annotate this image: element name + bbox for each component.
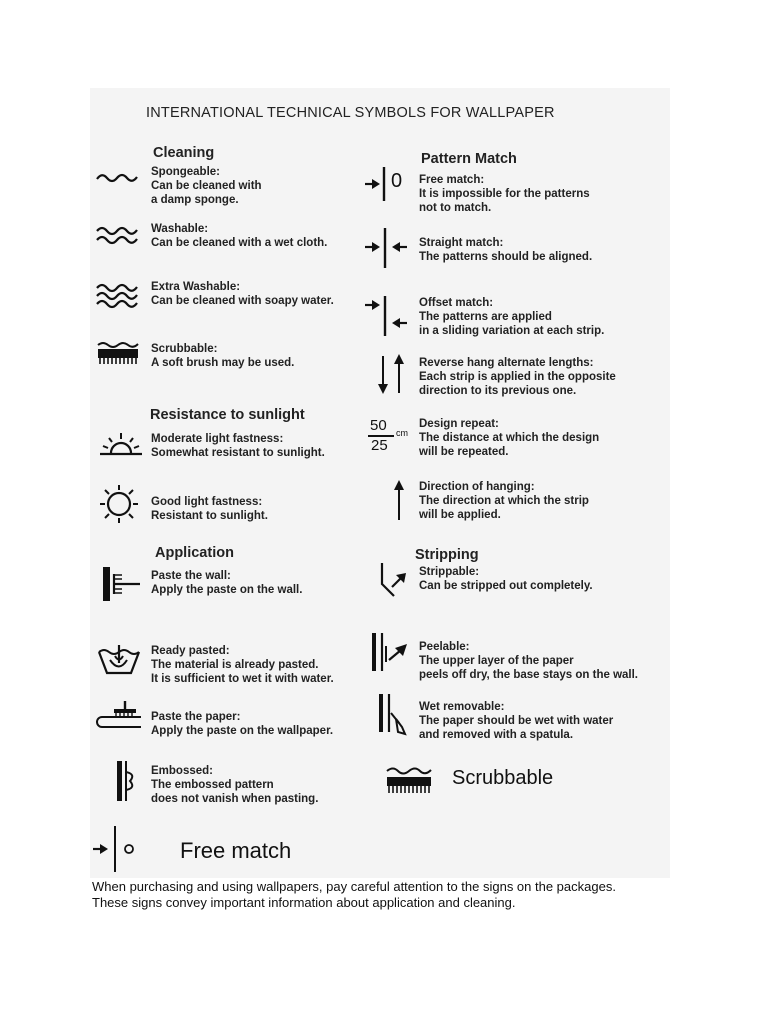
extra-washable-item — [151, 280, 334, 308]
direction-hanging-desc: The direction at which the strip will be applied. — [419, 495, 589, 521]
triple-wave-icon — [96, 283, 138, 309]
reverse-hang-icon — [376, 353, 406, 395]
good-light-item — [151, 495, 268, 523]
paste-paper-desc: Apply the paste on the wallpaper. — [151, 725, 334, 737]
half-sun-icon — [99, 431, 143, 457]
full-sun-icon — [99, 484, 139, 524]
moderate-light-desc: Somewhat resistant to sunlight. — [151, 447, 325, 459]
straight-match-icon — [364, 227, 408, 269]
wet-removable-desc: The paper should be wet with water and removed with a spatula. — [419, 715, 614, 741]
paste-paper-icon — [94, 700, 142, 730]
free-match-desc: It is impossible for the patterns not to match. — [419, 188, 590, 214]
design-repeat-desc: The distance at which the design will be repeated. — [419, 432, 600, 458]
design-repeat-bottom: 25 — [371, 437, 388, 454]
peelable-desc: The upper layer of the paper peels off dry, the base stays on the wall. — [419, 655, 638, 681]
free-match-icon — [364, 166, 386, 202]
design-repeat-top: 50 — [370, 417, 387, 434]
extra-washable-name: Extra Washable: — [151, 281, 241, 293]
stripping-heading: Stripping — [415, 547, 479, 563]
good-light-name: Good light fastness: — [151, 496, 263, 508]
direction-arrow-icon — [393, 479, 405, 521]
reverse-hang-item — [419, 356, 616, 398]
moderate-light-name: Moderate light fastness: — [151, 433, 284, 445]
free-match-example-label: Free match — [180, 838, 292, 863]
spongeable-desc: Can be cleaned with a damp sponge. — [151, 180, 262, 206]
washable-name: Washable: — [151, 223, 209, 235]
good-light-desc: Resistant to sunlight. — [151, 510, 268, 522]
paste-paper-name: Paste the paper: — [151, 711, 241, 723]
reverse-hang-desc: Each strip is applied in the opposite direction to its previous one. — [419, 371, 616, 397]
design-repeat-unit: cm — [396, 428, 408, 438]
straight-match-item — [419, 236, 592, 264]
direction-hanging-item — [419, 480, 589, 522]
paste-paper-item — [151, 710, 333, 738]
strippable-name: Strippable: — [419, 566, 480, 578]
free-match-example-icon — [92, 825, 138, 873]
embossed-icon — [116, 760, 138, 802]
washable-item — [151, 222, 327, 250]
peelable-icon — [371, 632, 411, 672]
scrubbable-desc: A soft brush may be used. — [151, 357, 295, 369]
spongeable-item — [151, 165, 262, 207]
design-repeat-icon — [366, 418, 416, 454]
scrubbable-example-icon — [386, 767, 432, 795]
wet-removable-name: Wet removable: — [419, 701, 505, 713]
moderate-light-item — [151, 432, 325, 460]
strippable-desc: Can be stripped out completely. — [419, 580, 593, 592]
free-match-zero: 0 — [391, 170, 403, 192]
paste-wall-name: Paste the wall: — [151, 570, 231, 582]
offset-match-desc: The patterns are applied in a sliding variation at each strip. — [419, 311, 605, 337]
offset-match-item — [419, 296, 604, 338]
spongeable-name: Spongeable: — [151, 166, 221, 178]
reverse-hang-name: Reverse hang alternate lengths: — [419, 357, 594, 369]
brush-icon — [97, 341, 139, 365]
ready-pasted-icon — [97, 643, 141, 677]
scrubbable-example-label: Scrubbable — [452, 767, 554, 789]
paste-wall-desc: Apply the paste on the wall. — [151, 584, 303, 596]
ready-pasted-desc: The material is already pasted. It is sufficient to wet it with water. — [151, 659, 334, 685]
wet-removable-icon — [378, 693, 412, 737]
application-heading: Application — [155, 545, 234, 561]
chart-title: INTERNATIONAL TECHNICAL SYMBOLS FOR WALLPAPER — [146, 105, 555, 121]
free-match-name: Free match: — [419, 174, 485, 186]
pattern-match-heading: Pattern Match — [421, 151, 517, 167]
sponge-wave-icon — [96, 171, 138, 185]
extra-washable-desc: Can be cleaned with soapy water. — [151, 295, 334, 307]
embossed-desc: The embossed pattern does not vanish when pasting. — [151, 779, 319, 805]
design-repeat-name: Design repeat: — [419, 418, 499, 430]
wet-removable-item — [419, 700, 613, 742]
footer-line-1: When purchasing and using wallpapers, pay careful attention to the signs on the packages. — [92, 879, 616, 894]
embossed-item — [151, 764, 318, 806]
double-wave-icon — [96, 226, 138, 244]
washable-desc: Can be cleaned with a wet cloth. — [151, 237, 328, 249]
scrubbable-name: Scrubbable: — [151, 343, 218, 355]
peelable-name: Peelable: — [419, 641, 470, 653]
direction-hanging-name: Direction of hanging: — [419, 481, 535, 493]
scrubbable-item — [151, 342, 294, 370]
free-match-item — [419, 173, 590, 215]
paste-wall-item — [151, 569, 302, 597]
embossed-name: Embossed: — [151, 765, 213, 777]
footer-text — [92, 879, 692, 910]
cleaning-heading: Cleaning — [153, 145, 215, 161]
design-repeat-item — [419, 417, 599, 459]
peelable-item — [419, 640, 638, 682]
straight-match-name: Straight match: — [419, 237, 504, 249]
footer-line-2: These signs convey important information about application and cleaning. — [92, 894, 516, 910]
offset-match-icon — [364, 295, 408, 337]
strippable-icon — [380, 562, 408, 598]
strippable-item — [419, 565, 593, 593]
sunlight-heading: Resistance to sunlight — [150, 407, 305, 423]
ready-pasted-item — [151, 644, 334, 686]
ready-pasted-name: Ready pasted: — [151, 645, 230, 657]
offset-match-name: Offset match: — [419, 297, 494, 309]
straight-match-desc: The patterns should be aligned. — [419, 251, 593, 263]
paste-wall-icon — [102, 566, 142, 602]
